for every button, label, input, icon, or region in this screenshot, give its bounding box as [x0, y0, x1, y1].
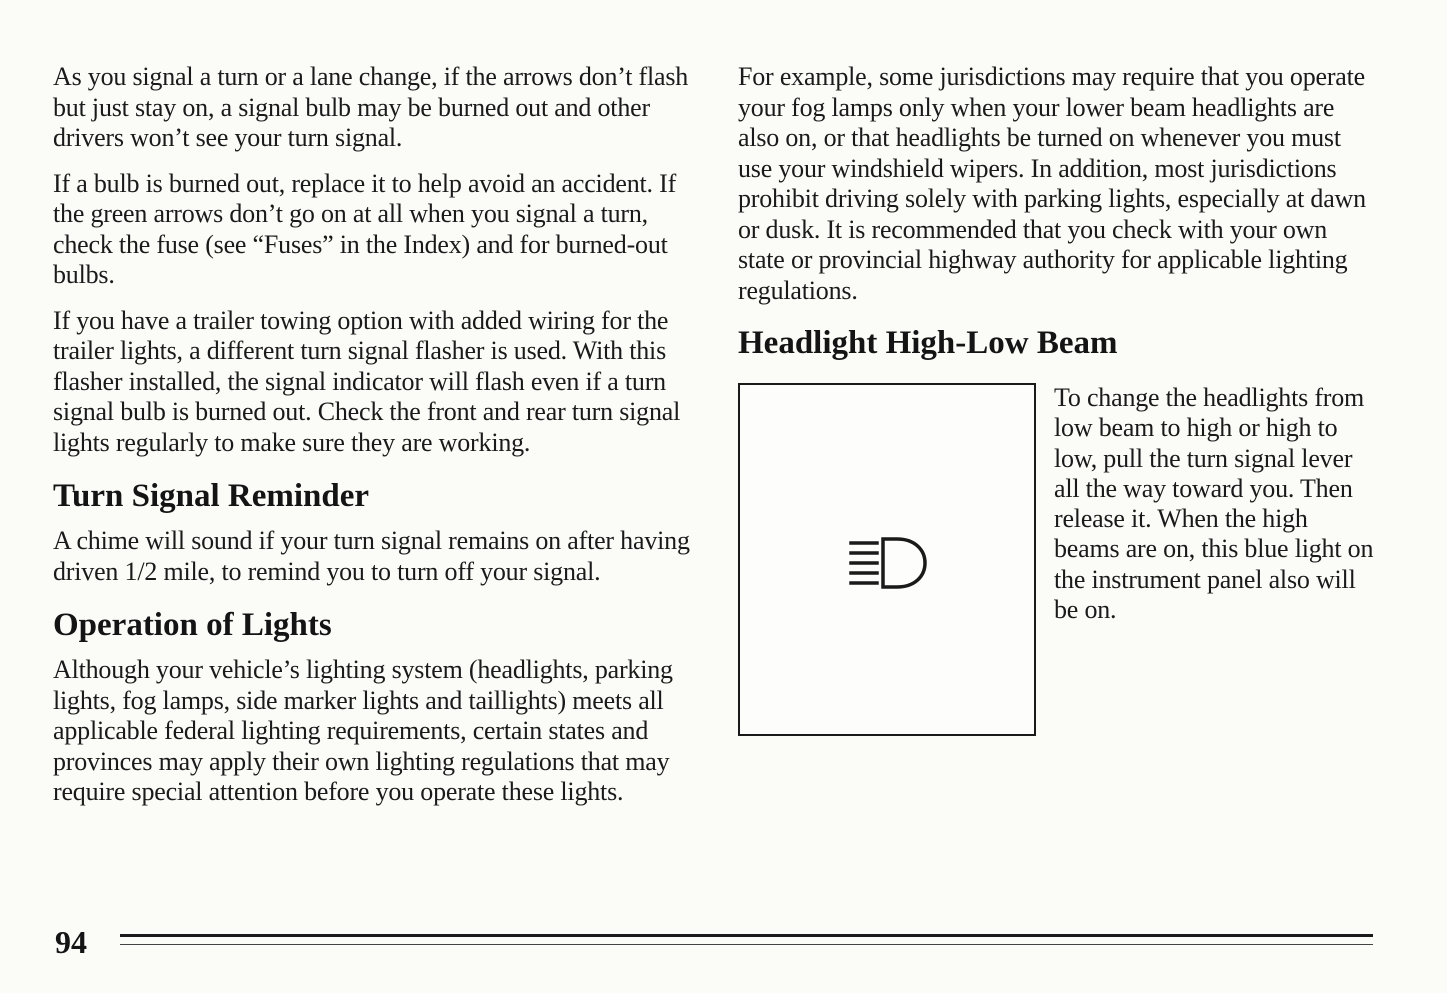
paragraph-burned-out-bulb: If a bulb is burned out, replace it to help avoid an accident. If the green arrows don’t go on at all when you signal a turn, check the fuse (see “Fuses” in the Index) and for burned-out bulbs. [53, 168, 677, 289]
heading-turn-signal-reminder: Turn Signal Reminder [53, 478, 370, 514]
paragraph-operation-of-lights: Although your vehicle’s lighting system (headlights, parking lights, fog lamps, side marker lights and taillights) meets all applicable federal lighting requirements, certain states and provinces may apply their own lighting regulations that may require special attention before you operate these lights. [53, 655, 673, 806]
high-beam-indicator-icon [845, 535, 929, 591]
paragraph-signal-bulb: As you signal a turn or a lane change, if the arrows don’t flash but just stay on, a signal bulb may be burned out and other drivers won’t see your turn signal. [53, 62, 689, 152]
heading-operation-of-lights: Operation of Lights [53, 607, 332, 643]
left-column [53, 62, 703, 823]
page-footer [55, 920, 1375, 960]
paragraph-turn-signal-reminder: A chime will sound if your turn signal remains on after having driven 1/2 mile, to remind you to turn off your signal. [53, 526, 690, 586]
heading-headlight-high-low-beam: Headlight High-Low Beam [738, 325, 1118, 361]
paragraph-jurisdictions: For example, some jurisdictions may require that you operate your fog lamps only when your lower beam headlights are also on, or that headlights be turned on whenever you must use your windshield wipers. In addition, most jurisdictions prohibit driving solely with parking lights, especially at dawn or dusk. It is recommended that you check with your own state or provincial highway authority for applicable lighting regulations. [738, 62, 1366, 305]
paragraph-trailer-flasher: If you have a trailer towing option with added wiring for the trailer lights, a different turn signal flasher is used. With this flasher installed, the signal indicator will flash even if a turn signal bulb is burned out. Check the front and rear turn signal lights regularly to make sure they are working. [53, 305, 681, 457]
high-beam-indicator-figure [738, 383, 1036, 736]
headlight-beam-section [738, 383, 1378, 736]
paragraph-headlight-beam: To change the headlights from low beam to high or high to low, pull the turn signal lever all the way toward you. Then release it. When the high beams are on, this blue light on the instrument panel also will be on. [1054, 383, 1374, 625]
footer-rule-thick [120, 934, 1373, 937]
footer-rule-thin [120, 944, 1373, 945]
right-column [738, 62, 1378, 736]
page-number: 94 [55, 924, 87, 960]
